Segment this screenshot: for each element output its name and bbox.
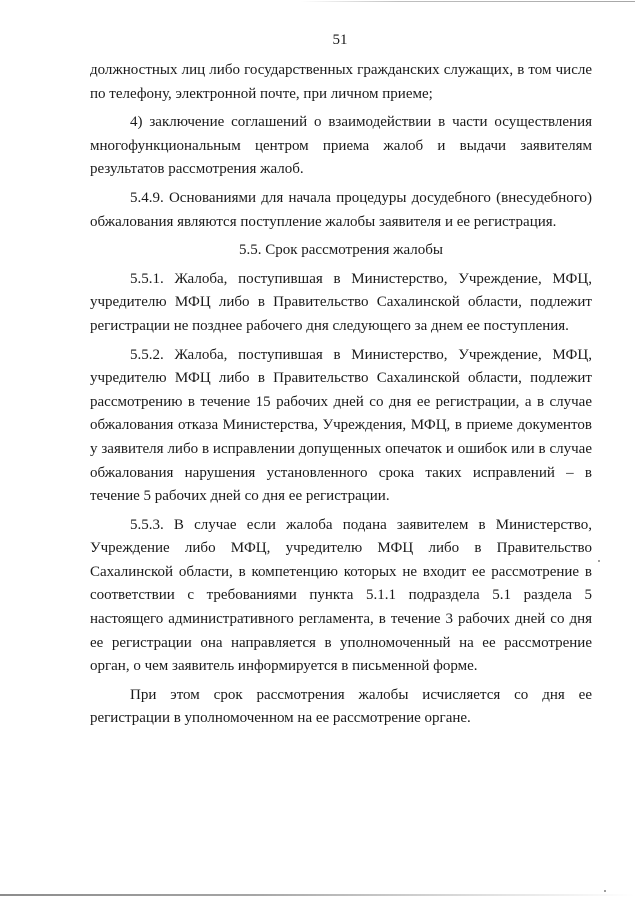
paragraph-5-5-2: 5.5.2. Жалоба, поступившая в Министерство, Учреждение, МФЦ, учредителю МФЦ либо в Правительство Сахалинской области, подлежит рассмотрению в течение 15 рабочих дней со дня ее регистрации, а в случае обжалования отказа Министерства, Учреждения, МФЦ, в приеме документов у заявителя либо в исправлении допущенных опечаток и ошибок или в случае обжалования нарушения установленного срока таких исправлений – в течение 5 рабочих дней со дня ее регистрации. [90, 346, 592, 505]
paragraph-5-5-1: 5.5.1. Жалоба, поступившая в Министерство, Учреждение, МФЦ, учредителю МФЦ либо в Правительство Сахалинской области, подлежит регистрации не позднее рабочего дня следующего за днем ее поступления. [90, 270, 592, 334]
document-body [90, 59, 592, 731]
section-heading-5-5: 5.5. Срок рассмотрения жалобы [238, 242, 443, 259]
paragraph-item-4: 4) заключение соглашений о взаимодействии в части осуществления многофункциональным центром приема жалоб и выдачи заявителям результатов рассмотрения жалоб. [90, 114, 592, 178]
paragraph-5-4-9: 5.4.9. Основаниями для начала процедуры досудебного (внесудебного) обжалования являются поступление жалобы заявителя и ее регистрация. [90, 189, 592, 230]
paragraph-continuation: должностных лиц либо государственных гражданских служащих, в том числе по телефону, электронной почте, при личном приеме; [90, 62, 592, 102]
scan-speck [604, 890, 606, 892]
scan-edge-bottom [0, 894, 635, 896]
page-number: 51 [332, 32, 348, 48]
scan-edge-top [300, 1, 635, 2]
paragraph-5-5-3: 5.5.3. В случае если жалоба подана заявителем в Министерство, Учреждение либо МФЦ, учредителю МФЦ либо в Правительство Сахалинской области, в компетенцию которых не входит ее рассмотрение в соответствии с требованиями пункта 5.1.1 подраздела 5.1 раздела 5 настоящего административного регламента, в течение 3 рабочих дней со дня ее регистрации она направляется в уполномоченный на ее рассмотрение орган, о чем заявитель информируется в письменной форме. [90, 516, 592, 675]
paragraph-closing: При этом срок рассмотрения жалобы исчисляется со дня ее регистрации в уполномоченном на ее рассмотрение органе. [90, 686, 592, 727]
scan-speck [598, 560, 600, 562]
